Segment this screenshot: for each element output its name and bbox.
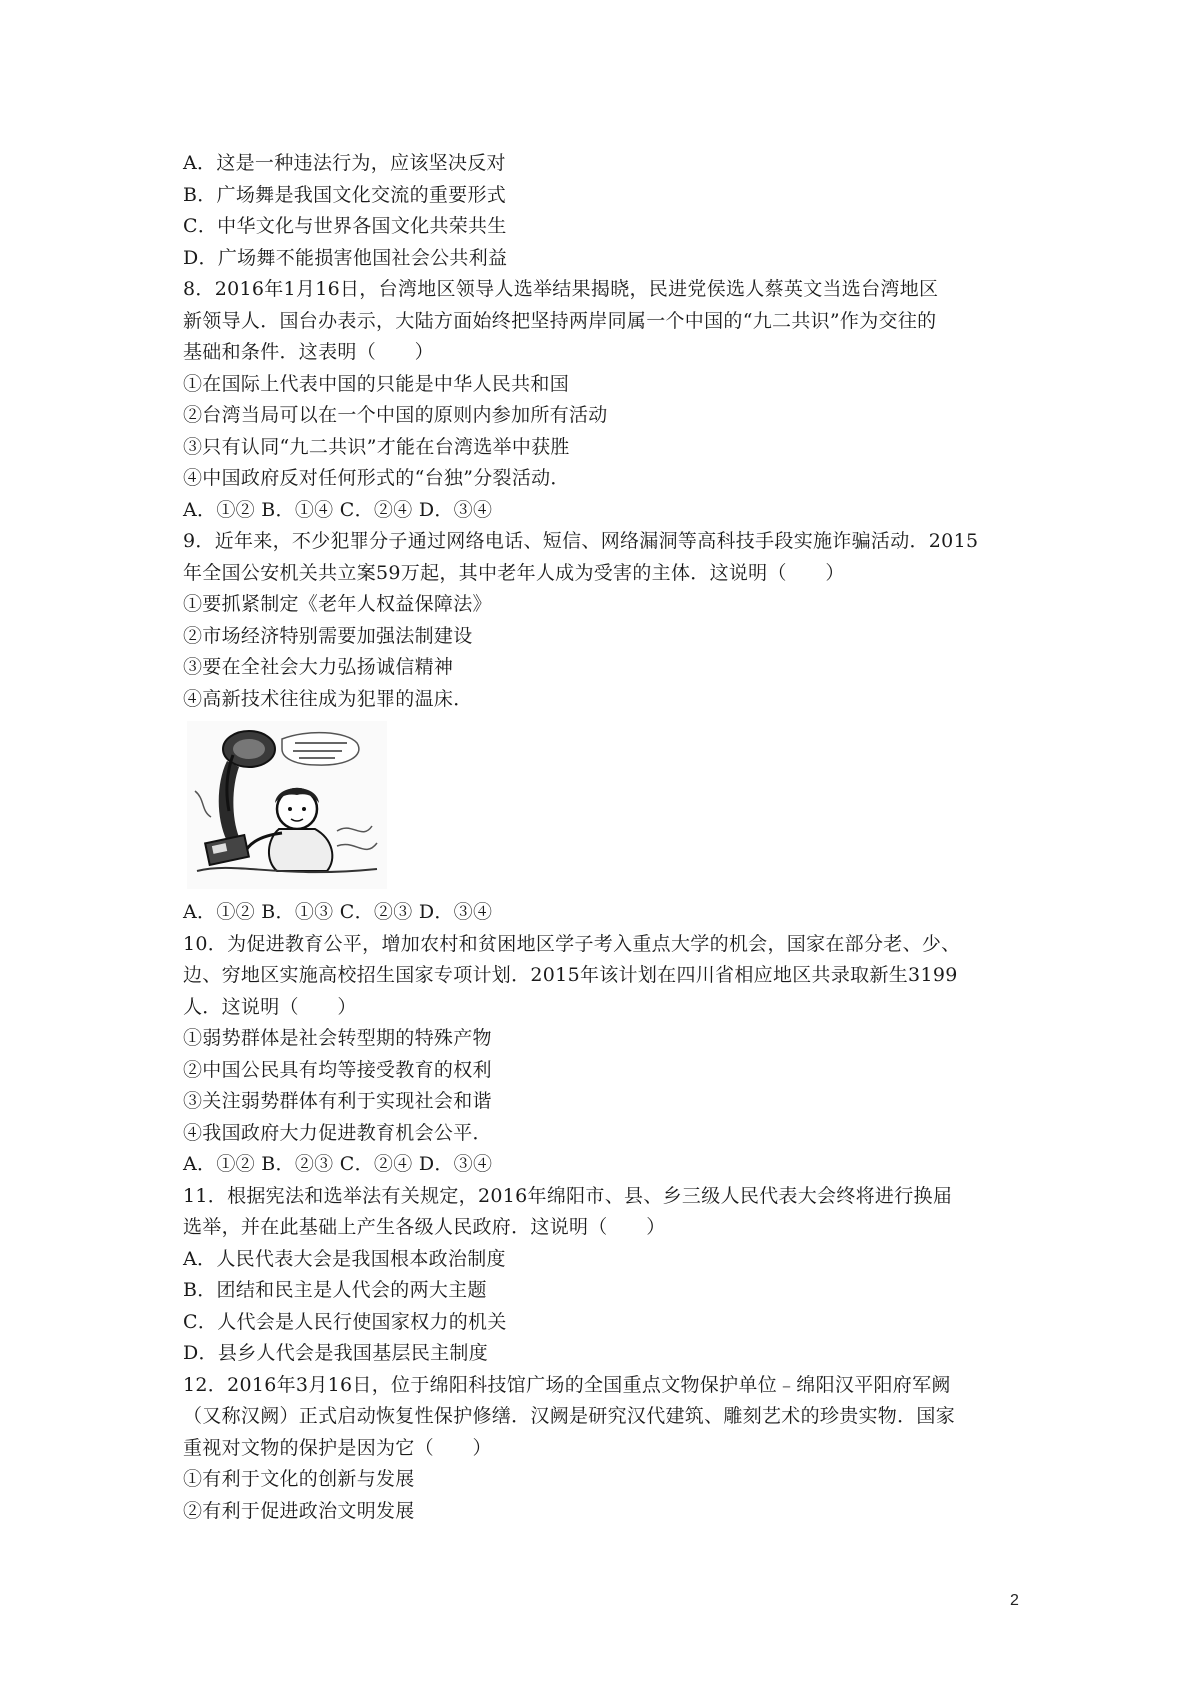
page-number: 2 (1010, 1592, 1019, 1609)
question-10-line: 边、穷地区实施高校招生国家专项计划．2015年该计划在四川省相应地区共录取新生3199 (183, 964, 958, 986)
option-line: ②台湾当局可以在一个中国的原则内参加所有活动 (183, 404, 608, 426)
text-line: B．广场舞是我国文化交流的重要形式 (183, 183, 507, 206)
option-line: ③只有认同“九二共识”才能在台湾选举中获胜 (183, 435, 570, 458)
text-line: C．中华文化与世界各国文化共荣共生 (183, 215, 507, 237)
question-10-line: 人．这说明（ ） (183, 995, 357, 1018)
option-line: A．人民代表大会是我国根本政治制度 (183, 1247, 506, 1270)
option-line: ③要在全社会大力弘扬诚信精神 (183, 656, 454, 678)
text-line: D．广场舞不能损害他国社会公共利益 (183, 246, 508, 269)
option-line: ①要抓紧制定《老年人权益保障法》 (183, 593, 492, 615)
question-8-line: 8．2016年1月16日，台湾地区领导人选举结果揭晓，民进党侯选人蔡英文当选台湾地区 (183, 278, 939, 300)
question-12-line: （又称汉阙）正式启动恢复性保护修缮．汉阙是研究汉代建筑、雕刻艺术的珍贵实物．国家 (183, 1405, 956, 1427)
option-line: ①有利于文化的创新与发展 (183, 1468, 415, 1490)
cartoon-illustration (187, 721, 387, 889)
question-11-line: 选举，并在此基础上产生各级人民政府．这说明（ ） (183, 1216, 666, 1238)
option-line: ②有利于促进政治文明发展 (183, 1499, 415, 1522)
question-9-line: 9．近年来，不少犯罪分子通过网络电话、短信、网络漏洞等高科技手段实施诈骗活动．2015 (183, 530, 979, 552)
question-10-line: 10．为促进教育公平，增加农村和贫困地区学子考入重点大学的机会，国家在部分老、少、 (183, 932, 961, 955)
option-line: ①在国际上代表中国的只能是中华人民共和国 (183, 372, 570, 395)
question-9-line: 年全国公安机关共立案59万起，其中老年人成为受害的主体．这说明（ ） (183, 561, 845, 584)
text-line: A．这是一种违法行为，应该坚决反对 (183, 152, 506, 174)
option-line: ④中国政府反对任何形式的“台独”分裂活动． (183, 467, 570, 489)
question-11-line: 11．根据宪法和选举法有关规定，2016年绵阳市、县、乡三级人民代表大会终将进行换届 (183, 1184, 953, 1207)
option-line: ②中国公民具有均等接受教育的权利 (183, 1058, 492, 1081)
text-block-bottom (183, 897, 1043, 1527)
answer-choices: A．①② B．②③ C．②④ D．③④ (183, 1153, 493, 1175)
cartoon-illustration-icon (187, 721, 387, 889)
page-content (183, 148, 1043, 1527)
option-line: C．人代会是人民行使国家权力的机关 (183, 1310, 507, 1333)
option-line: ④高新技术往往成为犯罪的温床． (183, 687, 473, 710)
question-8-line: 新领导人．国台办表示，大陆方面始终把坚持两岸同属一个中国的“九二共识”作为交往的 (183, 309, 937, 332)
option-line: B．团结和民主是人代会的两大主题 (183, 1279, 487, 1301)
option-line: ②市场经济特别需要加强法制建设 (183, 624, 473, 647)
option-line: ①弱势群体是社会转型期的特殊产物 (183, 1027, 492, 1049)
question-12-line: 重视对文物的保护是因为它（ ） (183, 1436, 492, 1459)
answer-choices: A．①② B．①③ C．②③ D．③④ (183, 901, 493, 923)
text-block-top (183, 148, 1043, 715)
option-line: D．县乡人代会是我国基层民主制度 (183, 1342, 489, 1364)
question-8-line: 基础和条件．这表明（ ） (183, 341, 434, 363)
question-12-line: 12．2016年3月16日，位于绵阳科技馆广场的全国重点文物保护单位﹣绵阳汉平阳府军阙 (183, 1373, 951, 1396)
answer-choices: A．①② B．①④ C．②④ D．③④ (183, 498, 493, 521)
option-line: ③关注弱势群体有利于实现社会和谐 (183, 1090, 492, 1112)
option-line: ④我国政府大力促进教育机会公平． (183, 1121, 492, 1144)
